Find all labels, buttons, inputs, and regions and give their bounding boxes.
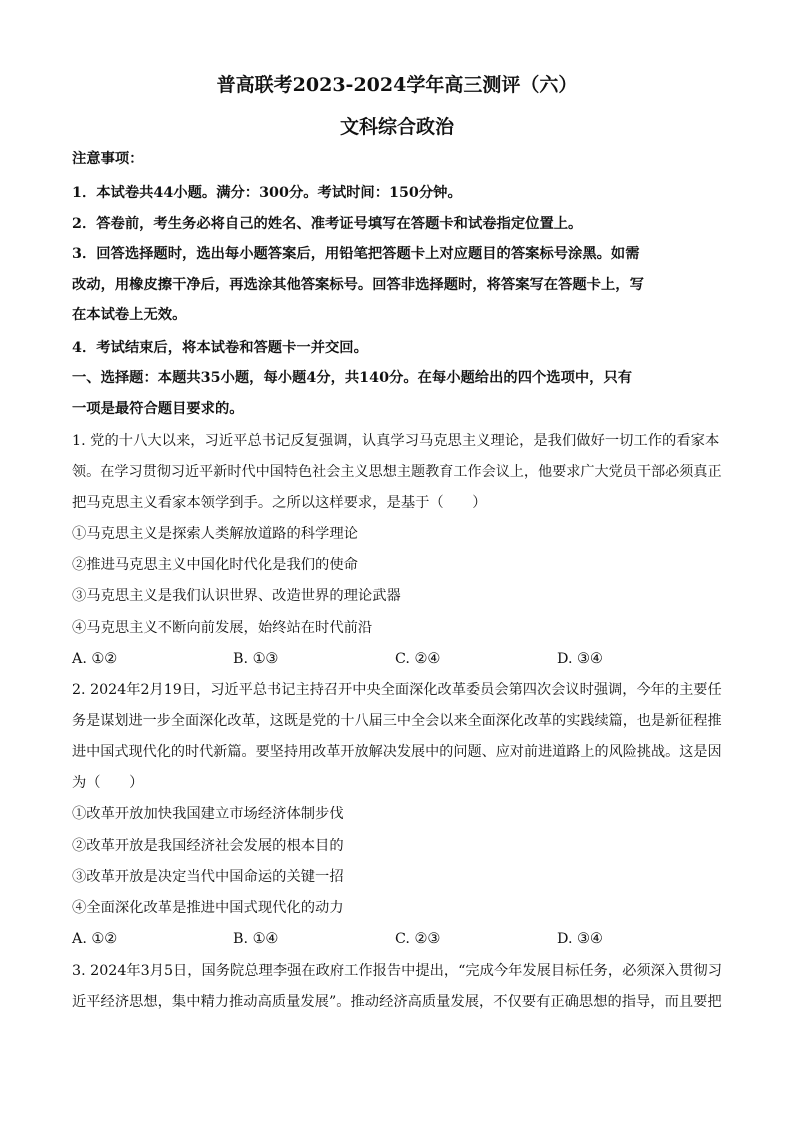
q3-stem-line-2: 近平经济思想，集中精力推动高质量发展”。推动经济高质量发展，不仅要有正确思想的指导，而且要把 [72, 994, 722, 1010]
q2-option-c: C. ②③ [395, 931, 441, 947]
notice-heading: 注意事项： [72, 151, 144, 167]
section-intro-line-2: 一项是最符合题目要求的。 [72, 401, 244, 417]
q2-statement-4: ④全面深化改革是推进中国式现代化的动力 [72, 900, 344, 916]
q1-statement-2: ②推进马克思主义中国化时代化是我们的使命 [72, 557, 358, 573]
section-intro-line-1: 一、选择题：本题共35小题，每小题4分，共140分。在每小题给出的四个选项中，只有 [72, 370, 633, 386]
notice-item-3-line-1: 3．回答选择题时，选出每小题答案后，用铅笔把答题卡上对应题目的答案标号涂黑。如需 [72, 246, 640, 262]
q1-stem-line-1: 1. 党的十八大以来，习近平总书记反复强调，认真学习马克思主义理论，是我们做好一切工作的看家本 [72, 433, 720, 449]
q2-option-d: D. ③④ [557, 931, 603, 947]
q2-option-a: A. ①② [72, 931, 118, 947]
q1-statement-3: ③马克思主义是我们认识世界、改造世界的理论武器 [72, 588, 401, 604]
q1-statement-4: ④马克思主义不断向前发展，始终站在时代前沿 [72, 620, 373, 636]
q1-option-d: D. ③④ [557, 651, 603, 667]
q2-stem-line-4: 为（ ） [72, 775, 144, 791]
q2-stem-line-1: 2. 2024年2月19日，习近平总书记主持召开中央全面深化改革委员会第四次会议时强调，今年的主要任 [72, 682, 722, 698]
notice-item-3-line-3: 在本试卷上无效。 [72, 307, 187, 323]
notice-item-1: 1．本试卷共44小题。满分：300分。考试时间：150分钟。 [72, 185, 462, 201]
q2-stem-line-2: 务是谋划进一步全面深化改革，这既是党的十八届三中全会以来全面深化改革的实践续篇，也是新征程推 [72, 713, 722, 729]
notice-item-4: 4．考试结束后，将本试卷和答题卡一并交回。 [72, 340, 368, 356]
q1-option-a: A. ①② [72, 651, 118, 667]
notice-item-3-line-2: 改动，用橡皮擦干净后，再选涂其他答案标号。回答非选择题时，将答案写在答题卡上，写 [72, 277, 644, 293]
q2-statement-3: ③改革开放是决定当代中国命运的关键一招 [72, 869, 344, 885]
exam-subtitle: 文科综合政治 [339, 116, 454, 138]
q2-option-b: B. ①④ [233, 931, 279, 947]
q1-stem-line-2: 领。在学习贯彻习近平新时代中国特色社会主义思想主题教育工作会议上，他要求广大党员干部必须真正 [72, 464, 722, 480]
q2-statement-2: ②改革开放是我国经济社会发展的根本目的 [72, 838, 344, 854]
q1-option-b: B. ①③ [233, 651, 279, 667]
q2-statement-1: ①改革开放加快我国建立市场经济体制步伐 [72, 806, 344, 822]
exam-title: 普高联考2023-2024学年高三测评（六） [216, 74, 578, 96]
q2-stem-line-3: 进中国式现代化的时代新篇。要坚持用改革开放解决发展中的问题、应对前进道路上的风险挑战。这是因 [72, 744, 722, 760]
q1-option-c: C. ②④ [395, 651, 441, 667]
notice-item-2: 2．答卷前，考生务必将自己的姓名、准考证号填写在答题卡和试卷指定位置上。 [72, 216, 583, 232]
q1-statement-1: ①马克思主义是探索人类解放道路的科学理论 [72, 526, 358, 542]
q3-stem-line-1: 3. 2024年3月5日，国务院总理李强在政府工作报告中提出，“完成今年发展目标任务，必须深入贯彻习 [72, 963, 722, 979]
q1-stem-line-3: 把马克思主义看家本领学到手。之所以这样要求，是基于（ ） [72, 495, 487, 511]
